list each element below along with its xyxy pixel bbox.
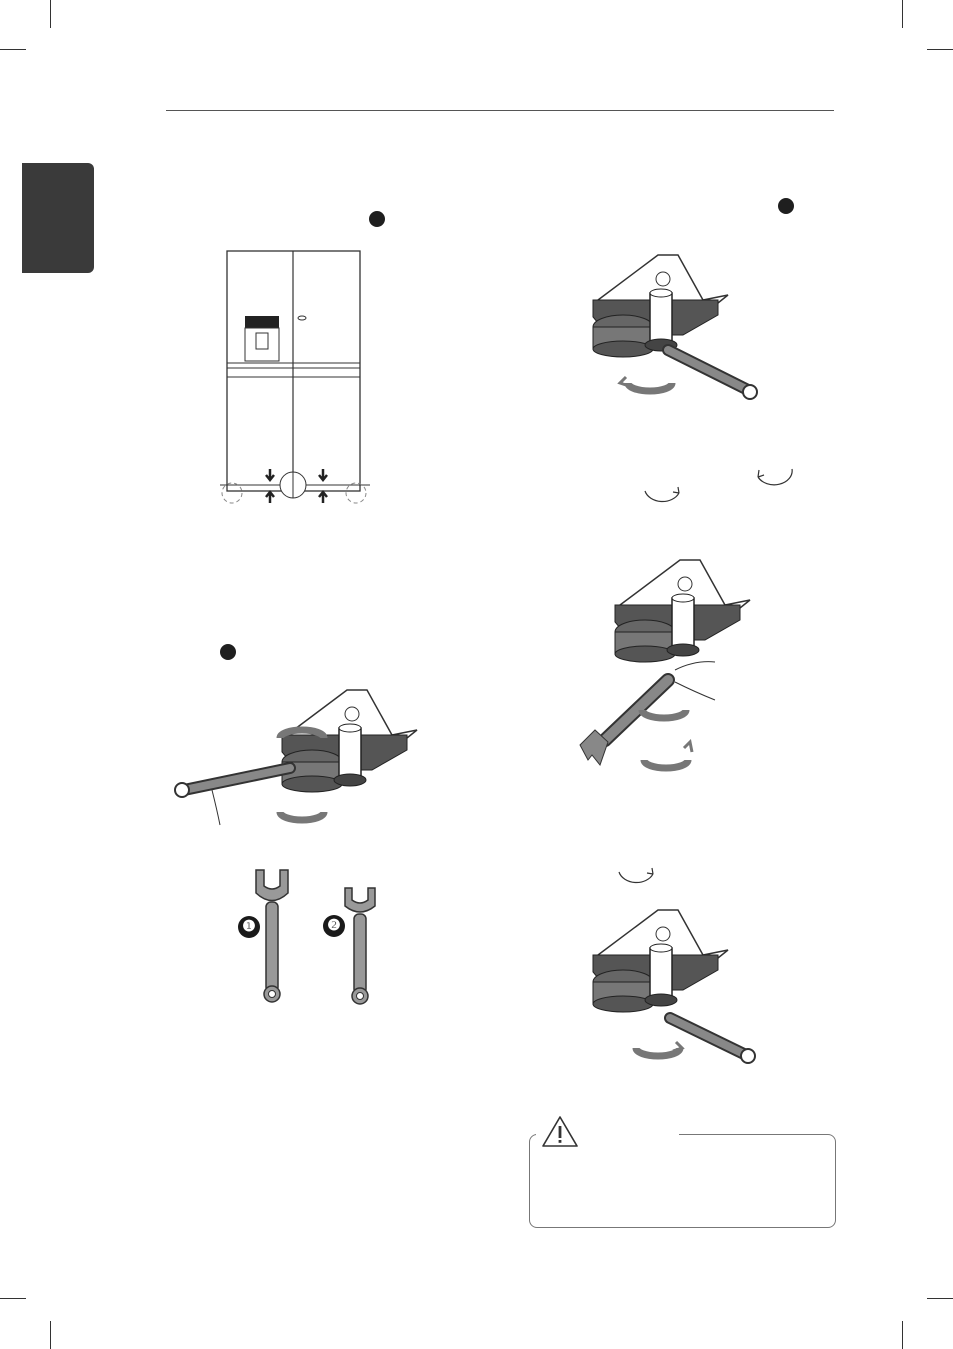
crop-mark xyxy=(927,1298,953,1299)
leveling-foot-spanner-illustration xyxy=(580,560,780,780)
crop-mark xyxy=(50,1321,51,1349)
wrench-2-icon xyxy=(340,886,380,1008)
warning-triangle-icon xyxy=(540,1114,580,1150)
crop-mark xyxy=(0,49,26,50)
bullet-dot xyxy=(778,198,794,214)
wrench-2-badge: ❷ xyxy=(323,915,345,937)
rotate-counterclockwise-icon xyxy=(643,485,683,509)
wrench-1-icon xyxy=(250,868,294,1008)
refrigerator-illustration xyxy=(210,245,380,510)
rotate-clockwise-icon xyxy=(754,465,794,489)
bullet-dot xyxy=(369,211,385,227)
leveling-foot-illustration-bottom xyxy=(578,910,768,1070)
leveling-foot-illustration-left xyxy=(172,690,422,825)
crop-mark xyxy=(902,0,903,28)
chapter-tab xyxy=(22,163,94,273)
rotate-counterclockwise-icon xyxy=(617,866,657,890)
crop-mark xyxy=(902,1321,903,1349)
bullet-dot xyxy=(220,644,236,660)
crop-mark xyxy=(927,49,953,50)
header-rule xyxy=(166,110,834,111)
wrench-1-badge: ❶ xyxy=(238,916,260,938)
crop-mark xyxy=(50,0,51,28)
crop-mark xyxy=(0,1298,26,1299)
leveling-foot-illustration xyxy=(578,255,768,405)
